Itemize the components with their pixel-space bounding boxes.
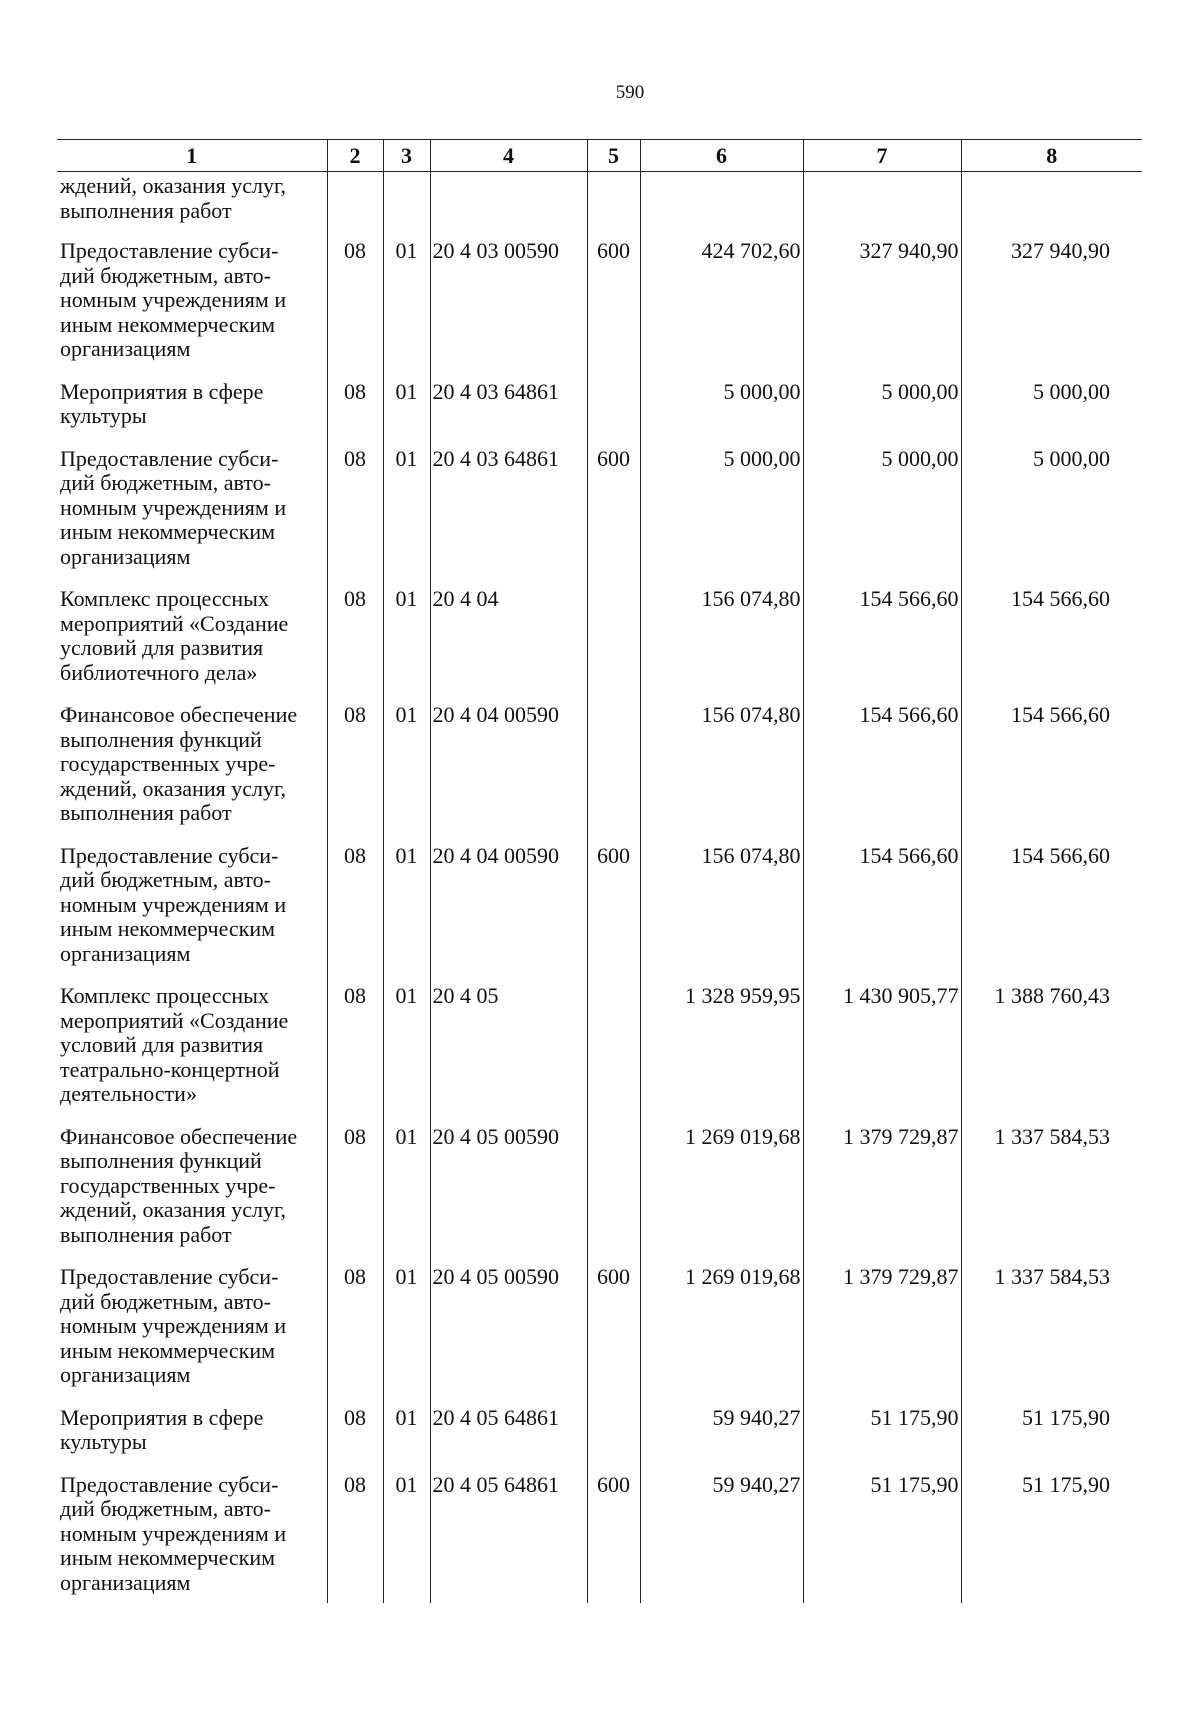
amount-col-8: 51 175,90 (1022, 1471, 1110, 1497)
section-code: 08 (327, 587, 383, 703)
target-article-code: 20 4 05 00590 (430, 1125, 587, 1266)
section-code: 08 (327, 447, 383, 588)
expense-type-code: 600 (587, 447, 640, 588)
header-row (57, 140, 1142, 172)
row-name-text: Предоставление субси- дий бюджетным, авто- номным учреждениям и иным некоммерческим организациям (60, 445, 287, 569)
amount-col-7: 51 175,90 (803, 1473, 961, 1604)
amount-col-7: 5 000,00 (803, 447, 961, 588)
subsection-code (383, 172, 430, 240)
row-name (57, 172, 327, 240)
amount-col-7: 1 379 729,87 (803, 1265, 961, 1406)
table-row (57, 1473, 1142, 1604)
row-name-text: Мероприятия в сфере культуры (60, 378, 264, 428)
amount-col-6: 156 074,80 (640, 587, 803, 703)
row-name-text: ждений, оказания услуг, выполнения работ (60, 173, 287, 223)
expense-type-code (587, 1125, 640, 1266)
section-code: 08 (327, 239, 383, 380)
target-article-code: 20 4 03 00590 (430, 239, 587, 380)
table-row (57, 587, 1142, 703)
subsection-code: 01 (383, 984, 430, 1125)
subsection-code: 01 (383, 844, 430, 985)
expense-type-code (587, 380, 640, 447)
budget-table (57, 139, 1142, 1603)
amount-col-7 (803, 172, 961, 240)
row-name-text: Предоставление субси- дий бюджетным, авто- номным учреждениям и иным некоммерческим организациям (60, 238, 287, 361)
section-code: 08 (327, 1125, 383, 1266)
row-name (57, 1473, 327, 1604)
table-row (57, 1406, 1142, 1473)
section-code (327, 172, 383, 240)
row-name (57, 844, 327, 985)
subsection-code: 01 (383, 1265, 430, 1406)
target-article-code: 20 4 04 00590 (430, 703, 587, 844)
row-name (57, 984, 327, 1125)
amount-col-7: 154 566,60 (803, 844, 961, 985)
row-name-text: Предоставление субси- дий бюджетным, авто- номным учреждениям и иным некоммерческим организациям (60, 842, 287, 966)
row-name (57, 587, 327, 703)
amount-col-8: 1 337 584,53 (994, 1123, 1110, 1149)
amount-col-7: 327 940,90 (803, 239, 961, 380)
amount-col-6: 1 269 019,68 (640, 1125, 803, 1266)
table-body (57, 172, 1142, 1604)
subsection-code: 01 (383, 1473, 430, 1604)
expense-type-code: 600 (587, 239, 640, 380)
header-col-8: 8 (961, 140, 1142, 172)
row-name (57, 239, 327, 380)
target-article-code: 20 4 04 (430, 587, 587, 703)
amount-col-6: 59 940,27 (640, 1473, 803, 1604)
expense-type-code: 600 (587, 1473, 640, 1604)
amount-col-8 (961, 172, 1142, 240)
section-code: 08 (327, 1473, 383, 1604)
table-row (57, 844, 1142, 985)
row-name-text: Предоставление субси- дий бюджетным, авто- номным учреждениям и иным некоммерческим организациям (60, 1264, 287, 1387)
amount-col-7: 1 379 729,87 (803, 1125, 961, 1266)
amount-col-6: 1 269 019,68 (640, 1265, 803, 1406)
section-code: 08 (327, 1406, 383, 1473)
amount-col-7: 5 000,00 (803, 380, 961, 447)
amount-col-6: 156 074,80 (640, 703, 803, 844)
subsection-code: 01 (383, 447, 430, 588)
table-row (57, 172, 1142, 240)
target-article-code: 20 4 03 64861 (430, 380, 587, 447)
header-col-6: 6 (640, 140, 803, 172)
row-name (57, 703, 327, 844)
amount-col-8: 1 388 760,43 (994, 983, 1110, 1008)
amount-col-6: 59 940,27 (640, 1406, 803, 1473)
amount-col-7: 154 566,60 (803, 703, 961, 844)
table-row (57, 703, 1142, 844)
row-name-text: Мероприятия в сфере культуры (60, 1404, 264, 1454)
row-name-text: Предоставление субси- дий бюджетным, авто- номным учреждениям и иным некоммерческим организациям (60, 1471, 287, 1595)
table-row (57, 1125, 1142, 1266)
header-col-5: 5 (587, 140, 640, 172)
target-article-code: 20 4 04 00590 (430, 844, 587, 985)
amount-col-8: 51 175,90 (1022, 1404, 1110, 1430)
expense-type-code (587, 172, 640, 240)
amount-col-8: 154 566,60 (1011, 702, 1110, 727)
amount-col-6: 156 074,80 (640, 844, 803, 985)
row-name (57, 380, 327, 447)
amount-col-8: 154 566,60 (1011, 842, 1110, 868)
row-name-text: Комплекс процессных мероприятий «Создание условий для развития библиотечного дела» (60, 586, 289, 685)
subsection-code: 01 (383, 703, 430, 844)
amount-col-6: 5 000,00 (640, 380, 803, 447)
expense-type-code (587, 587, 640, 703)
row-name-text: Финансовое обеспечение выполнения функций государственных учре- ждений, оказания услуг, выполнения работ (60, 702, 298, 825)
amount-col-8: 5 000,00 (1033, 445, 1110, 471)
amount-col-7: 51 175,90 (803, 1406, 961, 1473)
section-code: 08 (327, 984, 383, 1125)
subsection-code: 01 (383, 1125, 430, 1266)
table-row (57, 447, 1142, 588)
amount-col-8: 327 940,90 (1011, 238, 1110, 263)
expense-type-code: 600 (587, 1265, 640, 1406)
table-row (57, 239, 1142, 380)
page-number: 590 (615, 82, 645, 103)
row-name (57, 447, 327, 588)
row-name-text: Комплекс процессных мероприятий «Создание условий для развития театрально-концертной деятельности» (60, 983, 289, 1106)
subsection-code: 01 (383, 239, 430, 380)
target-article-code: 20 4 05 (430, 984, 587, 1125)
header-col-2: 2 (327, 140, 383, 172)
amount-col-6: 5 000,00 (640, 447, 803, 588)
header-col-1: 1 (57, 140, 327, 172)
amount-col-8: 5 000,00 (1033, 378, 1110, 404)
target-article-code (430, 172, 587, 240)
expense-type-code (587, 703, 640, 844)
section-code: 08 (327, 380, 383, 447)
amount-col-7: 154 566,60 (803, 587, 961, 703)
header-col-3: 3 (383, 140, 430, 172)
subsection-code: 01 (383, 380, 430, 447)
table-row (57, 1265, 1142, 1406)
row-name-text: Финансовое обеспечение выполнения функций государственных учре- ждений, оказания услуг, выполнения работ (60, 1123, 298, 1247)
target-article-code: 20 4 05 64861 (430, 1406, 587, 1473)
expense-type-code (587, 1406, 640, 1473)
target-article-code: 20 4 05 00590 (430, 1265, 587, 1406)
target-article-code: 20 4 05 64861 (430, 1473, 587, 1604)
subsection-code: 01 (383, 587, 430, 703)
header-col-4: 4 (430, 140, 587, 172)
section-code: 08 (327, 1265, 383, 1406)
amount-col-8: 1 337 584,53 (994, 1264, 1110, 1289)
expense-type-code: 600 (587, 844, 640, 985)
section-code: 08 (327, 844, 383, 985)
amount-col-8: 154 566,60 (1011, 586, 1110, 611)
table-row (57, 984, 1142, 1125)
subsection-code: 01 (383, 1406, 430, 1473)
row-name (57, 1265, 327, 1406)
amount-col-6: 424 702,60 (640, 239, 803, 380)
expense-type-code (587, 984, 640, 1125)
target-article-code: 20 4 03 64861 (430, 447, 587, 588)
amount-col-6 (640, 172, 803, 240)
header-col-7: 7 (803, 140, 961, 172)
amount-col-6: 1 328 959,95 (640, 984, 803, 1125)
table-row (57, 380, 1142, 447)
row-name (57, 1406, 327, 1473)
row-name (57, 1125, 327, 1266)
section-code: 08 (327, 703, 383, 844)
amount-col-7: 1 430 905,77 (803, 984, 961, 1125)
